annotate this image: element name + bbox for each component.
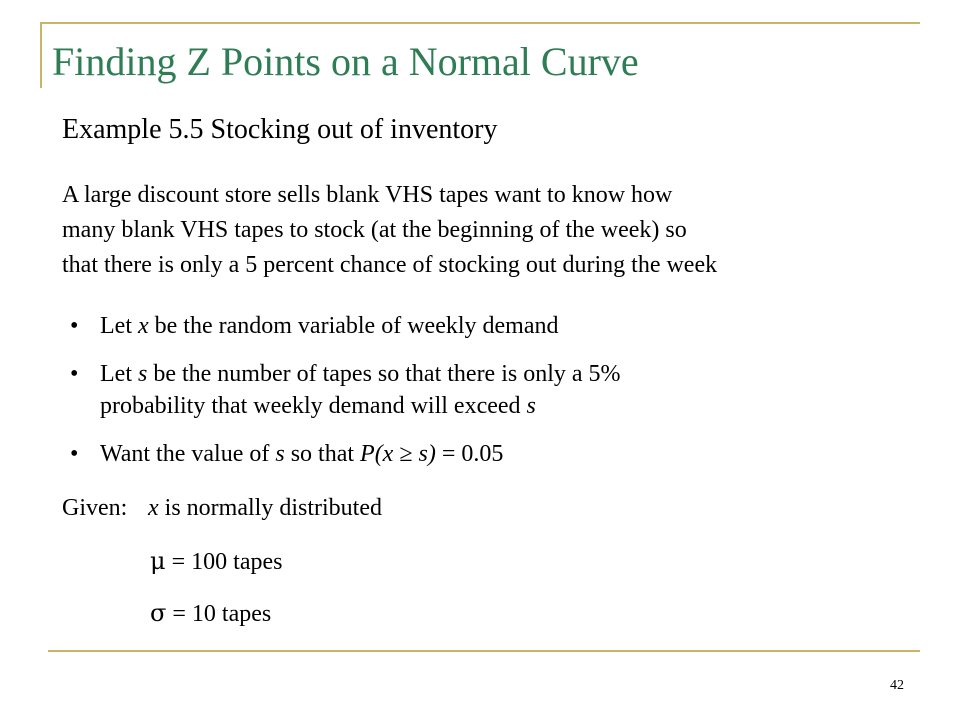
bullet-text: Let x be the random variable of weekly demand [100, 313, 559, 339]
given-statement [62, 495, 382, 522]
problem-paragraph [62, 178, 942, 283]
given-label: Given: [62, 495, 128, 521]
example-heading: Example 5.5 Stocking out of inventory [62, 114, 498, 145]
bullet-text: Want the value of s so that P(x ≥ s) = 0.05 [100, 441, 504, 467]
stddev-parameter: σ = 10 tapes [150, 599, 272, 627]
frame-left-line [40, 22, 42, 88]
bullet-icon: • [70, 361, 79, 387]
paragraph-line: that there is only a 5 percent chance of stocking out during the week [62, 252, 718, 278]
list-item [70, 358, 930, 422]
bullet-icon: • [70, 313, 79, 339]
given-text: is normally distributed [158, 495, 382, 521]
page-number: 42 [890, 678, 904, 693]
bullet-icon: • [70, 441, 79, 467]
bullet-text: Let s be the number of tapes so that there is only a 5% [100, 361, 621, 387]
mu-symbol: μ [150, 547, 166, 575]
frame-bottom-line [48, 650, 920, 652]
list-item [70, 438, 930, 470]
frame-top-line [40, 22, 920, 24]
list-item [70, 310, 930, 342]
paragraph-line: A large discount store sells blank VHS tapes want to know how [62, 182, 673, 208]
mean-parameter: μ = 100 tapes [150, 547, 283, 575]
bullet-list [70, 310, 930, 486]
slide-title: Finding Z Points on a Normal Curve [52, 39, 639, 84]
paragraph-line: many blank VHS tapes to stock (at the beginning of the week) so [62, 217, 687, 243]
bullet-text-continued: probability that weekly demand will exceed s [100, 393, 536, 419]
given-variable: x [148, 495, 159, 521]
sigma-symbol: σ [150, 599, 167, 627]
